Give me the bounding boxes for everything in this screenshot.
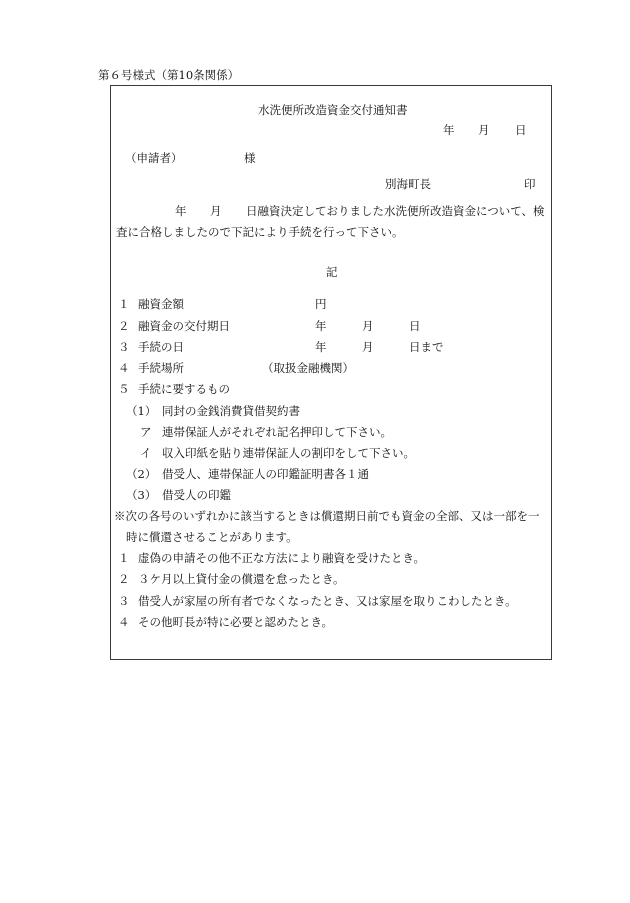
honorific-sama: 様 [244, 151, 256, 165]
sub-b-marker: イ [140, 446, 152, 460]
sub-a-marker: ア [140, 425, 152, 439]
item-1-unit: 円 [315, 297, 327, 311]
item-3-year: 年 [315, 340, 327, 354]
item-1-number: １ [118, 297, 130, 311]
date-year-label: 年 [443, 123, 455, 137]
condition-2-number: ２ [118, 572, 130, 586]
body-month-label: 月 [210, 204, 222, 218]
body-text-line2: 査に合格しましたので下記により手続を行って下さい。 [116, 225, 404, 239]
date-month-label: 月 [478, 123, 490, 137]
item-3-number: ３ [118, 340, 130, 354]
item-2-day: 日 [409, 319, 421, 333]
item-2-number: ２ [118, 319, 130, 333]
item-3-label: 手続の日 [138, 340, 184, 354]
condition-2-text: ３ケ月以上貸付金の償還を怠ったとき。 [138, 572, 345, 586]
sub-a-text: 連帯保証人がそれぞれ記名押印して下さい。 [162, 425, 392, 439]
ki-heading: 記 [326, 265, 338, 279]
condition-3-number: ３ [118, 594, 130, 608]
item-5-number: ５ [118, 382, 130, 396]
note-line-1: ※次の各号のいずれかに該当するときは償還期日前でも資金の全部、又は一部を一 [114, 509, 540, 523]
issuer-mayor: 別海町長 [385, 177, 431, 191]
item-5-label: 手続に要するもの [138, 382, 230, 396]
sub-1-number: （1） [126, 404, 157, 418]
date-day-label: 日 [515, 123, 527, 137]
notice-title: 水洗便所改造資金交付通知書 [258, 103, 408, 117]
condition-1-number: １ [118, 551, 130, 565]
item-4-note: （取扱金融機関） [262, 361, 354, 375]
sub-1-text: 同封の金銭消費貸借契約書 [162, 404, 300, 418]
sub-3-text: 借受人の印鑑 [162, 488, 231, 502]
applicant-label: （申請者） [125, 151, 183, 165]
note-line-2: 時に償還させることがあります。 [126, 530, 298, 544]
item-2-label: 融資金の交付期日 [138, 319, 230, 333]
item-4-number: ４ [118, 361, 130, 375]
item-3-month: 月 [362, 340, 374, 354]
item-2-year: 年 [315, 319, 327, 333]
condition-4-text: その他町長が特に必要と認めたとき。 [138, 615, 334, 629]
sub-b-text: 収入印紙を貼り連帯保証人の割印をして下さい。 [162, 446, 415, 460]
item-4-label: 手続場所 [138, 361, 184, 375]
body-year-label: 年 [175, 204, 187, 218]
sub-2-number: （2） [126, 467, 157, 481]
condition-4-number: ４ [118, 615, 130, 629]
body-text-line1: 日融資決定しておりました水洗便所改造資金について、検 [246, 204, 545, 218]
item-3-day: 日まで [409, 340, 444, 354]
sub-2-text: 借受人、連帯保証人の印鑑証明書各１通 [162, 467, 369, 481]
seal-mark: 印 [524, 177, 536, 191]
condition-3-text: 借受人が家屋の所有者でなくなったとき、又は家屋を取りこわしたとき。 [138, 594, 517, 608]
form-number-label: 第６号様式（第10条関係） [98, 68, 240, 82]
item-2-month: 月 [362, 319, 374, 333]
condition-1-text: 虚偽の申請その他不正な方法により融資を受けたとき。 [138, 551, 426, 565]
sub-3-number: （3） [126, 488, 157, 502]
item-1-label: 融資金額 [138, 297, 184, 311]
